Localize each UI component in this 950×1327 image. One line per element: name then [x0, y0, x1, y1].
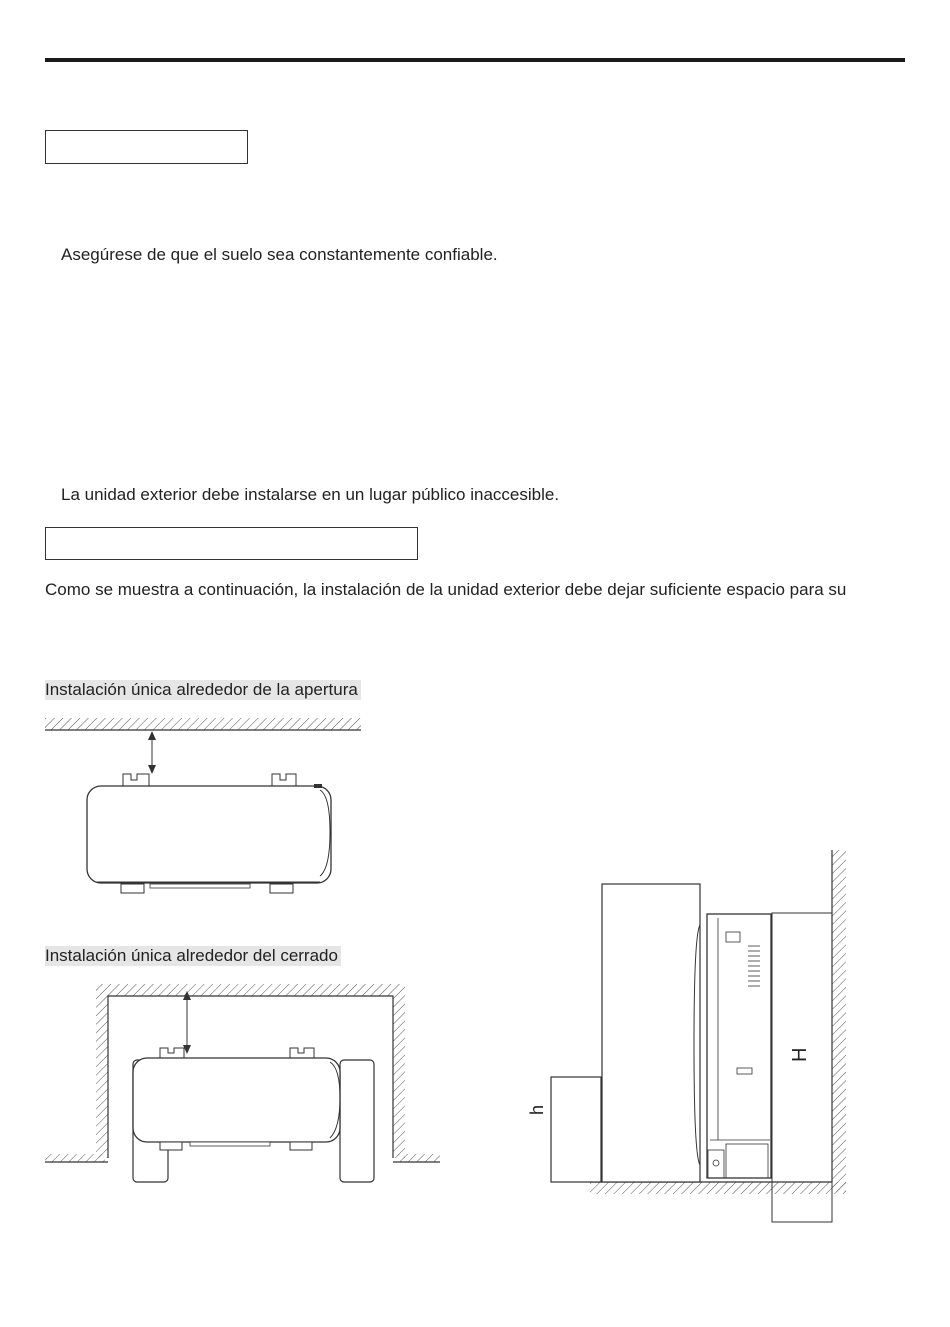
floor-reliability-text: Asegúrese de que el suelo sea constantemente confiable.	[61, 245, 498, 264]
space-intro-text: Como se muestra a continuación, la instalación de la unidad exterior debe dejar suficiente espacio para su	[45, 580, 847, 599]
right-wall-hatch	[832, 850, 846, 1192]
public-place-text: La unidad exterior debe instalarse en un lugar público inaccesible.	[61, 485, 560, 504]
dimension-label-large-h: H	[789, 1047, 811, 1062]
dimension-label-small-h: h	[527, 1104, 547, 1115]
floor-hatch	[590, 1182, 846, 1194]
caption-closed-installation: Instalación única alrededor del cerrado	[45, 946, 341, 966]
outdoor-unit-side	[707, 914, 771, 1178]
caption-open-installation: Instalación única alrededor de la apertura	[45, 680, 361, 700]
